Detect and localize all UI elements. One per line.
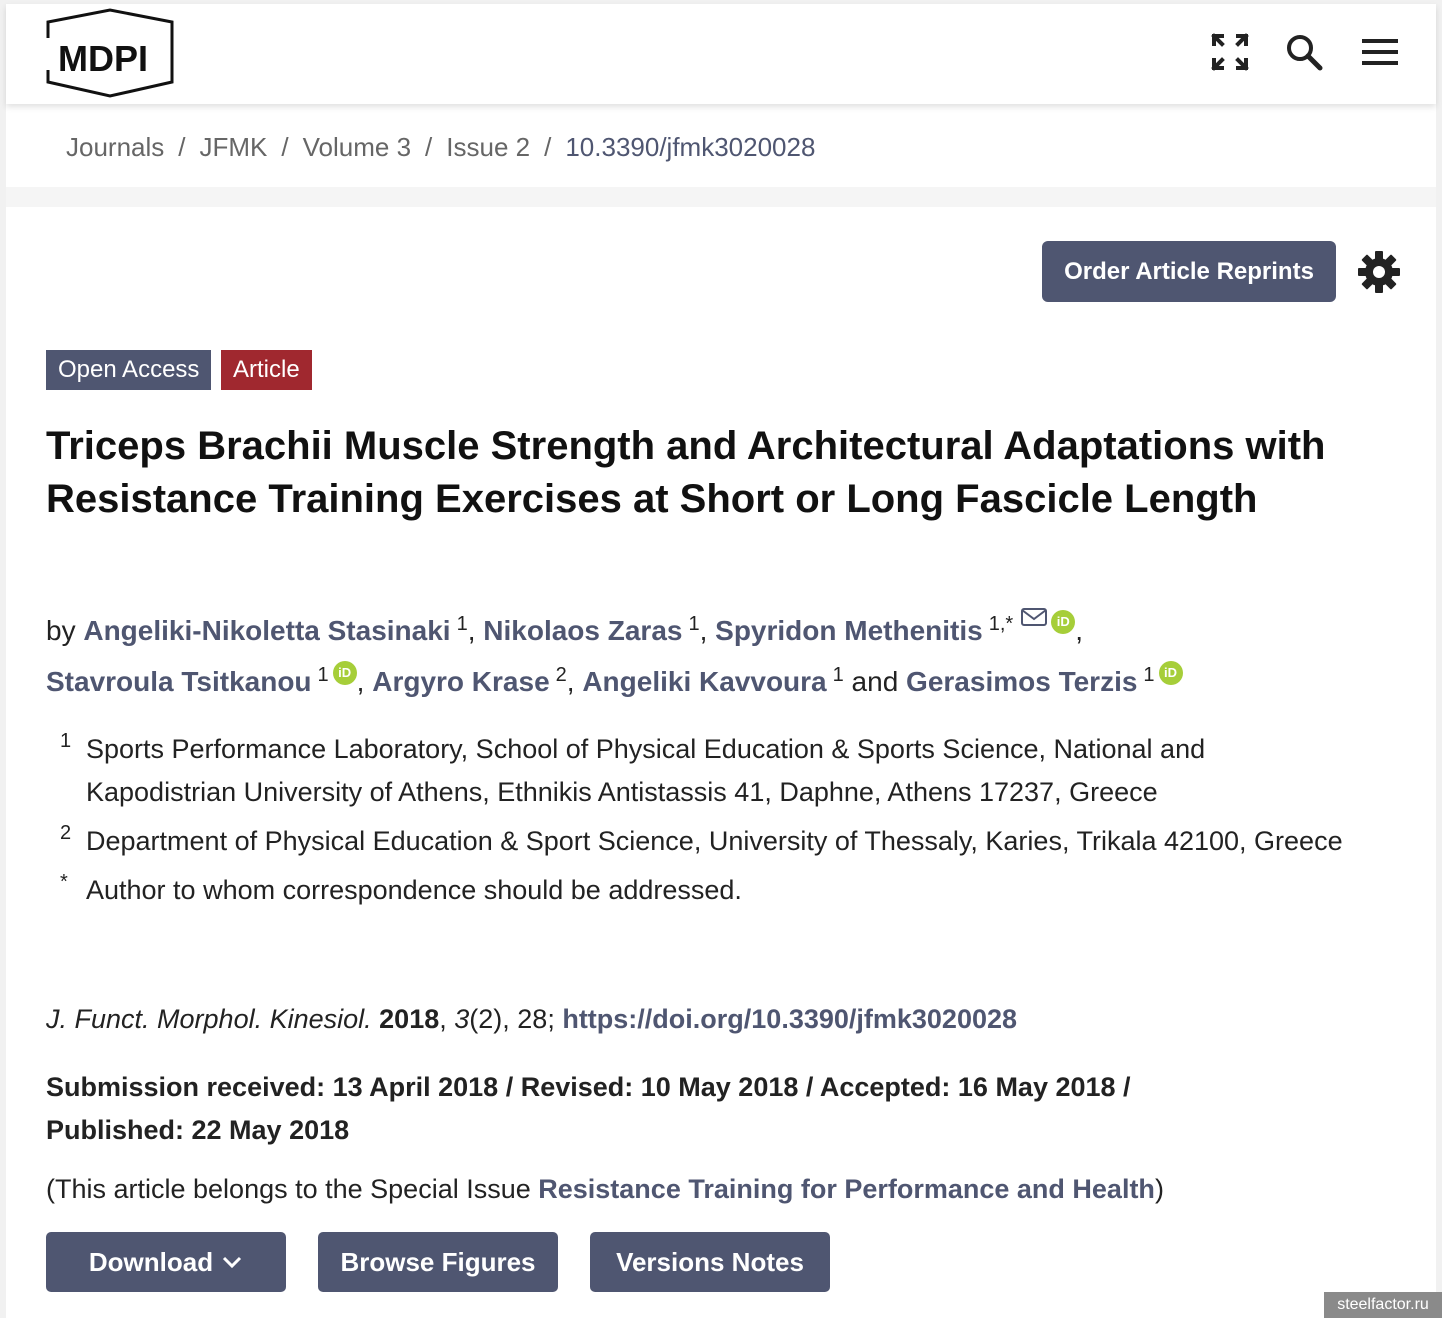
author-name[interactable]: Argyro Krase xyxy=(372,666,550,697)
affiliation-item xyxy=(46,820,1346,863)
breadcrumb-separator: / xyxy=(281,132,289,162)
author-affil-ref: 1 xyxy=(456,613,468,635)
affiliation-number: 1 xyxy=(60,730,72,752)
browse-figures-button[interactable]: Browse Figures xyxy=(318,1232,558,1292)
citation-issue-pages: (2), 28; xyxy=(469,1004,563,1034)
section-divider xyxy=(6,187,1436,207)
order-reprints-button[interactable]: Order Article Reprints xyxy=(1042,241,1336,302)
affiliation-text: Sports Performance Laboratory, School of Physical Education & Sports Science, National and Kapodistrian University of Athens, Ethnikis Antistassis 41, Daphne, Athens 17237, Greece xyxy=(86,734,1206,807)
affiliation-text: Author to whom correspondence should be addressed. xyxy=(86,875,742,905)
author-name[interactable]: Stavroula Tsitkanou xyxy=(46,666,312,697)
affiliation-item xyxy=(46,728,1346,814)
breadcrumb-journals[interactable]: Journals xyxy=(66,132,165,162)
search-icon[interactable] xyxy=(1282,30,1326,74)
download-label: Download xyxy=(88,1246,214,1277)
watermark: steelfactor.ru xyxy=(1324,1292,1442,1318)
author-affil-ref: 2 xyxy=(555,664,567,686)
article-type-badge: Article xyxy=(221,350,312,390)
menu-icon[interactable] xyxy=(1358,30,1402,74)
email-icon[interactable] xyxy=(1021,608,1047,626)
download-button[interactable] xyxy=(46,1232,286,1292)
breadcrumb-separator: / xyxy=(544,132,552,162)
citation: J. Funct. Morphol. Kinesiol. 2018, 3(2), 28; https://doi.org/10.3390/jfmk3020028 xyxy=(46,1004,1018,1034)
affiliation-item xyxy=(46,869,1346,912)
and-label: and xyxy=(851,666,899,697)
author-affil-ref: 1 xyxy=(1143,664,1155,686)
special-issue-suffix: ) xyxy=(1154,1174,1164,1204)
logo-text: MDPI xyxy=(58,38,148,79)
top-bar xyxy=(6,4,1436,104)
mdpi-logo[interactable] xyxy=(44,8,176,100)
open-access-badge: Open Access xyxy=(46,350,211,390)
publication-dates: Submission received: 13 April 2018 / Revised: 10 May 2018 / Accepted: 16 May 2018 / Published: 22 May 2018 xyxy=(46,1072,1131,1145)
breadcrumb-separator: / xyxy=(178,132,186,162)
breadcrumb-volume[interactable]: Volume 3 xyxy=(302,132,412,162)
author-name[interactable]: Nikolaos Zaras xyxy=(483,615,683,646)
orcid-icon[interactable]: iD xyxy=(333,661,357,685)
breadcrumb-doi[interactable]: 10.3390/jfmk3020028 xyxy=(565,132,816,162)
special-issue-link[interactable]: Resistance Training for Performance and Health xyxy=(538,1174,1155,1204)
special-issue-prefix: (This article belongs to the Special Issue xyxy=(46,1174,539,1204)
breadcrumb-separator: / xyxy=(425,132,433,162)
author-name[interactable]: Angeliki-Nikoletta Stasinaki xyxy=(83,615,451,646)
author-affil-ref: 1 xyxy=(317,664,329,686)
author-name[interactable]: Spyridon Methenitis xyxy=(715,615,983,646)
special-issue-note xyxy=(46,1174,1164,1205)
affiliation-text: Department of Physical Education & Sport Science, University of Thessaly, Karies, Trikala 42100, Greece xyxy=(86,826,1343,856)
citation-volume: 3 xyxy=(454,1004,470,1034)
orcid-icon[interactable]: iD xyxy=(1051,610,1075,634)
article-title: Triceps Brachii Muscle Strength and Architectural Adaptations with Resistance Training Exercises at Short or Long Fascicle Length xyxy=(46,424,1326,521)
orcid-icon[interactable]: iD xyxy=(1159,661,1183,685)
affiliation-number: 2 xyxy=(60,822,72,844)
author-affil-ref: 1,* xyxy=(988,613,1014,635)
citation-year: 2018 xyxy=(379,1004,440,1034)
affiliation-number: * xyxy=(60,871,68,893)
by-label: by xyxy=(46,615,76,646)
affiliations xyxy=(46,728,1346,918)
breadcrumb-issue[interactable]: Issue 2 xyxy=(446,132,531,162)
gear-icon[interactable] xyxy=(1356,249,1402,295)
author-name[interactable]: Angeliki Kavvoura xyxy=(582,666,827,697)
author-list: by Angeliki-Nikoletta Stasinaki $^1$, Nikolaos Zaras $^1$, Spyridon Methenitis $^{1,*}$ iD , Stavroula Tsitkanou $^1$ iD , Argyro Krase $^2$, Angeliki Kavvoura $^1$ and Gerasimos Terzis $^1$ iD xyxy=(46,602,1406,704)
page xyxy=(6,4,1436,1318)
breadcrumb-jfmk[interactable]: JFMK xyxy=(199,132,268,162)
author-affil-ref: 1 xyxy=(832,664,844,686)
expand-icon[interactable] xyxy=(1208,30,1252,74)
versions-notes-button[interactable]: Versions Notes xyxy=(590,1232,830,1292)
author-name[interactable]: Gerasimos Terzis xyxy=(906,666,1138,697)
author-affil-ref: 1 xyxy=(688,613,700,635)
doi-link[interactable]: https://doi.org/10.3390/jfmk3020028 xyxy=(562,1004,1018,1034)
journal-name: J. Funct. Morphol. Kinesiol. xyxy=(46,1004,372,1034)
chevron-down-icon xyxy=(221,1255,243,1269)
